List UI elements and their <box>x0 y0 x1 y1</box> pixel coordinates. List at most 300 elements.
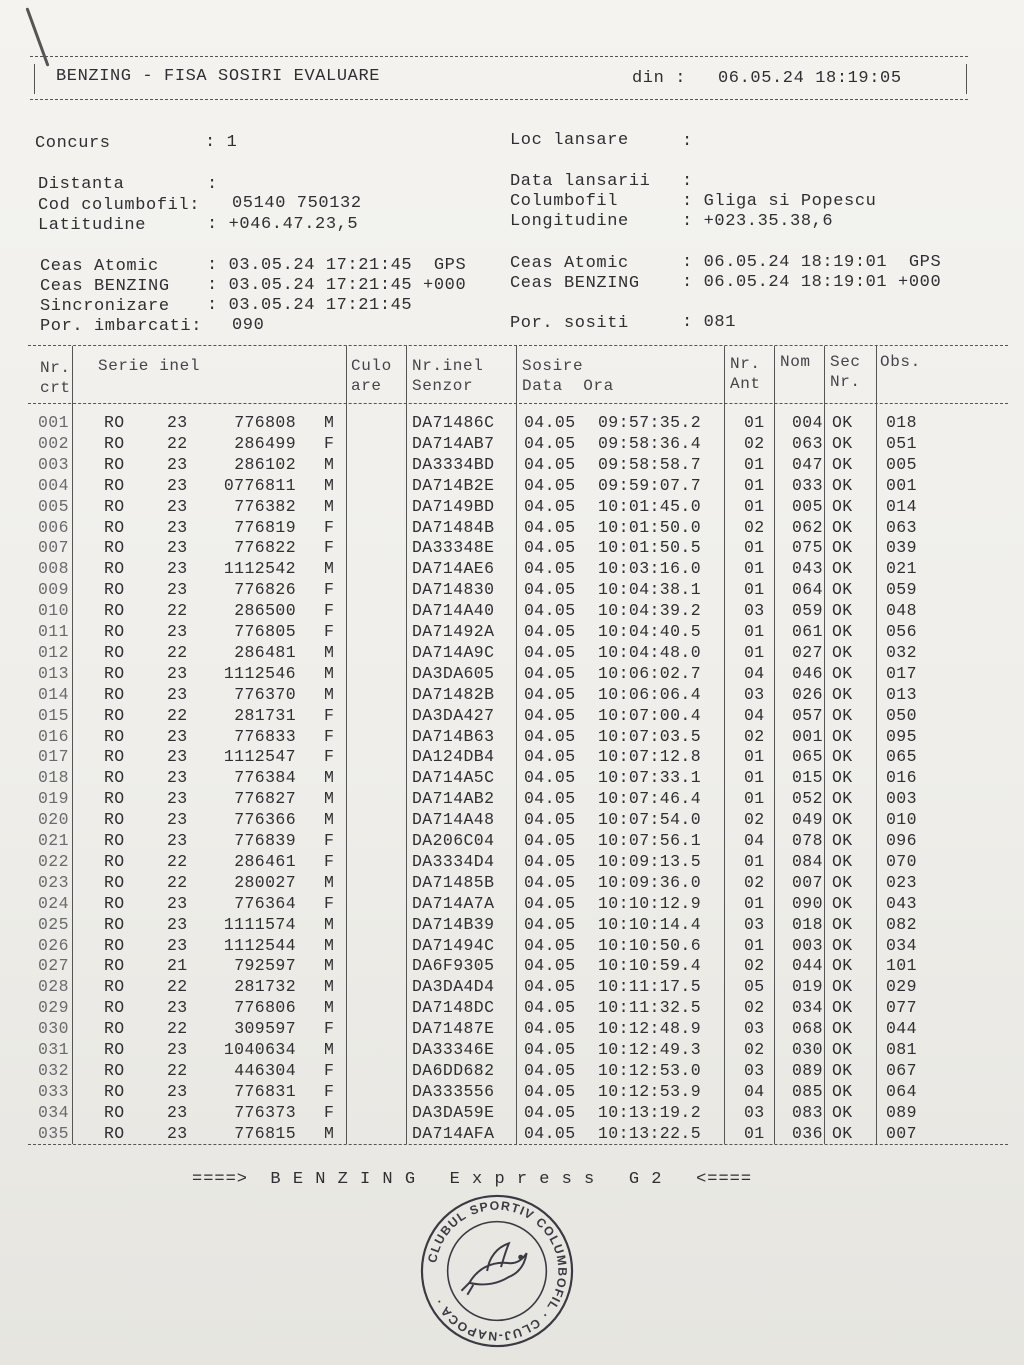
ring-number-cell: 286499 <box>234 433 296 453</box>
obs-value-cell: 005 <box>886 454 917 474</box>
nr-crt-cell: 030 <box>38 1019 69 1039</box>
country-code-cell: RO <box>104 1123 125 1143</box>
obs-value-cell: 056 <box>886 622 917 641</box>
ring-year-cell: 23 <box>167 1081 188 1101</box>
antenna-nr-cell: 04 <box>744 1081 765 1101</box>
ring-number-cell: 776806 <box>234 998 296 1018</box>
ring-year-cell: 23 <box>167 663 188 683</box>
arrival-time-cell: 10:04:38.1 <box>598 580 702 600</box>
antenna-nr-cell: 01 <box>744 893 765 913</box>
antenna-nr-cell: 01 <box>744 413 765 432</box>
nr-crt-cell: 007 <box>38 538 69 558</box>
sensor-ring-cell: DA33346E <box>412 1040 495 1059</box>
table-row <box>28 727 1008 748</box>
sex-cell: M <box>324 559 335 579</box>
ring-year-cell: 23 <box>167 559 188 579</box>
antenna-nr-cell: 03 <box>744 1019 765 1039</box>
obs-value-cell: 029 <box>886 977 917 997</box>
sex-cell: M <box>324 454 335 474</box>
sensor-ring-cell: DA71494C <box>412 935 495 955</box>
sec-status-cell: OK <box>832 1040 853 1059</box>
club-stamp <box>418 1192 576 1350</box>
ring-number-cell: 776373 <box>234 1102 296 1122</box>
por-imbarcati-value: 090 <box>232 316 265 335</box>
arrival-time-cell: 10:11:17.5 <box>598 977 702 997</box>
sensor-ring-cell: DA714B63 <box>412 726 495 746</box>
sensor-ring-cell: DA714AE6 <box>412 559 495 579</box>
sex-cell: F <box>324 1081 335 1101</box>
arrival-date-cell: 04.05 <box>524 538 576 558</box>
pencil-mark <box>25 7 49 66</box>
antenna-nr-cell: 01 <box>744 454 765 474</box>
ring-year-cell: 22 <box>167 705 188 725</box>
nom-value-cell: 068 <box>792 1019 823 1039</box>
arrival-time-cell: 10:06:06.4 <box>598 684 702 704</box>
table-row <box>28 936 1008 957</box>
country-code-cell: RO <box>104 1019 125 1039</box>
sec-status-cell: OK <box>832 1123 853 1143</box>
sec-status-cell: OK <box>832 496 853 516</box>
nom-value-cell: 043 <box>792 559 823 579</box>
din-label: din : <box>632 69 687 88</box>
ring-number-cell: 286461 <box>234 851 296 871</box>
obs-value-cell: 023 <box>886 872 917 892</box>
sensor-ring-cell: DA3DA427 <box>412 705 495 725</box>
ring-year-cell: 23 <box>167 1040 188 1059</box>
obs-value-cell: 082 <box>886 914 917 934</box>
antenna-nr-cell: 01 <box>744 768 765 788</box>
arrival-date-cell: 04.05 <box>524 935 576 955</box>
nr-crt-cell: 019 <box>38 789 69 809</box>
sensor-ring-cell: DA714A7A <box>412 893 495 913</box>
cod-columbofil-value: 05140 750132 <box>232 194 362 213</box>
nr-crt-cell: 023 <box>38 872 69 892</box>
sensor-ring-cell: DA714AFA <box>412 1123 495 1143</box>
arrival-time-cell: 10:06:02.7 <box>598 663 702 683</box>
arrival-date-cell: 04.05 <box>524 580 576 600</box>
sex-cell: M <box>324 413 335 432</box>
arrival-date-cell: 04.05 <box>524 1060 576 1080</box>
arrival-date-cell: 04.05 <box>524 705 576 725</box>
nom-value-cell: 036 <box>792 1123 823 1143</box>
ring-year-cell: 22 <box>167 433 188 453</box>
ring-year-cell: 23 <box>167 726 188 746</box>
nom-value-cell: 075 <box>792 538 823 558</box>
nr-crt-cell: 008 <box>38 559 69 579</box>
arrival-time-cell: 10:07:46.4 <box>598 789 702 809</box>
obs-value-cell: 007 <box>886 1123 917 1143</box>
arrival-time-cell: 09:58:36.4 <box>598 433 702 453</box>
table-row <box>28 1019 1008 1040</box>
din-value: 06.05.24 18:19:05 <box>718 69 902 88</box>
nr-crt-cell: 032 <box>38 1060 69 1080</box>
arrival-time-cell: 10:07:00.4 <box>598 705 702 725</box>
ring-year-cell: 23 <box>167 810 188 830</box>
sex-cell: M <box>324 956 335 976</box>
ring-number-cell: 446304 <box>234 1060 296 1080</box>
sex-cell: M <box>324 872 335 892</box>
nr-crt-cell: 006 <box>38 517 69 537</box>
sex-cell: M <box>324 768 335 788</box>
header-right-border <box>966 64 967 94</box>
country-code-cell: RO <box>104 1102 125 1122</box>
ring-number-cell: 776833 <box>234 726 296 746</box>
arrival-date-cell: 04.05 <box>524 1123 576 1143</box>
sec-status-cell: OK <box>832 1060 853 1080</box>
nr-crt-cell: 012 <box>38 642 69 662</box>
arrival-time-cell: 10:07:03.5 <box>598 726 702 746</box>
antenna-nr-cell: 01 <box>744 935 765 955</box>
antenna-nr-cell: 01 <box>744 851 765 871</box>
sec-status-cell: OK <box>832 1102 853 1122</box>
sec-status-cell: OK <box>832 622 853 641</box>
distanta-label: Distanta <box>38 175 125 194</box>
sec-status-cell: OK <box>832 454 853 474</box>
antenna-nr-cell: 03 <box>744 601 765 621</box>
distanta-value: : <box>207 175 218 194</box>
obs-value-cell: 101 <box>886 956 917 976</box>
sex-cell: M <box>324 663 335 683</box>
ceas-benzing-launch-label: Ceas BENZING <box>40 277 170 296</box>
nom-value-cell: 047 <box>792 454 823 474</box>
ring-number-cell: 776370 <box>234 684 296 704</box>
sex-cell: F <box>324 517 335 537</box>
ring-number-cell: 776839 <box>234 831 296 850</box>
ring-number-cell: 776826 <box>234 580 296 600</box>
ring-number-cell: 1112546 <box>223 663 296 683</box>
latitudine-label: Latitudine <box>38 216 147 235</box>
ring-year-cell: 22 <box>167 601 188 621</box>
table-row <box>28 768 1008 789</box>
ring-year-cell: 23 <box>167 538 188 558</box>
sex-cell: M <box>324 998 335 1018</box>
obs-value-cell: 077 <box>886 998 917 1018</box>
antenna-nr-cell: 04 <box>744 831 765 850</box>
nom-value-cell: 019 <box>792 977 823 997</box>
sensor-ring-cell: DA7148DC <box>412 998 495 1018</box>
nr-crt-cell: 018 <box>38 768 69 788</box>
arrival-time-cell: 10:10:59.4 <box>598 956 702 976</box>
data-lansarii-value: : <box>682 172 693 191</box>
sec-status-cell: OK <box>832 998 853 1018</box>
obs-value-cell: 016 <box>886 768 917 788</box>
obs-value-cell: 048 <box>886 601 917 621</box>
nr-crt-cell: 033 <box>38 1081 69 1101</box>
obs-value-cell: 067 <box>886 1060 917 1080</box>
longitudine-label: Longitudine <box>510 212 629 231</box>
country-code-cell: RO <box>104 747 125 767</box>
ceas-atomic-launch-label: Ceas Atomic <box>40 257 159 276</box>
nom-value-cell: 007 <box>792 872 823 892</box>
nom-value-cell: 063 <box>792 433 823 453</box>
sex-cell: M <box>324 914 335 934</box>
sex-cell: M <box>324 789 335 809</box>
nr-crt-cell: 034 <box>38 1102 69 1122</box>
sensor-ring-cell: DA6DD682 <box>412 1060 495 1080</box>
obs-value-cell: 014 <box>886 496 917 516</box>
nom-value-cell: 018 <box>792 914 823 934</box>
sec-status-cell: OK <box>832 1081 853 1101</box>
sec-status-cell: OK <box>832 789 853 809</box>
arrival-time-cell: 10:10:14.4 <box>598 914 702 934</box>
sex-cell: F <box>324 538 335 558</box>
country-code-cell: RO <box>104 998 125 1018</box>
country-code-cell: RO <box>104 517 125 537</box>
antenna-nr-cell: 03 <box>744 1102 765 1122</box>
ring-year-cell: 23 <box>167 475 188 495</box>
obs-value-cell: 034 <box>886 935 917 955</box>
col-culoare-header: Culo are <box>351 357 392 395</box>
ring-year-cell: 23 <box>167 454 188 474</box>
obs-value-cell: 017 <box>886 663 917 683</box>
ring-number-cell: 1111574 <box>223 914 296 934</box>
arrival-time-cell: 10:12:53.9 <box>598 1081 702 1101</box>
obs-value-cell: 010 <box>886 810 917 830</box>
sex-cell: F <box>324 622 335 641</box>
ring-year-cell: 23 <box>167 831 188 850</box>
arrival-date-cell: 04.05 <box>524 726 576 746</box>
data-lansarii-label: Data lansarii <box>510 172 651 191</box>
obs-value-cell: 096 <box>886 831 917 850</box>
nom-value-cell: 015 <box>792 768 823 788</box>
ring-number-cell: 281732 <box>234 977 296 997</box>
nr-crt-cell: 029 <box>38 998 69 1018</box>
antenna-nr-cell: 02 <box>744 433 765 453</box>
nom-value-cell: 090 <box>792 893 823 913</box>
country-code-cell: RO <box>104 935 125 955</box>
ring-year-cell: 23 <box>167 789 188 809</box>
antenna-nr-cell: 01 <box>744 475 765 495</box>
sex-cell: M <box>324 977 335 997</box>
ceas-benzing-launch-value: : 03.05.24 17:21:45 +000 <box>207 276 467 295</box>
antenna-nr-cell: 02 <box>744 517 765 537</box>
nom-value-cell: 089 <box>792 1060 823 1080</box>
sec-status-cell: OK <box>832 413 853 432</box>
sec-status-cell: OK <box>832 433 853 453</box>
sensor-ring-cell: DA71482B <box>412 684 495 704</box>
table-header-rule <box>28 403 1008 404</box>
ring-year-cell: 23 <box>167 998 188 1018</box>
obs-value-cell: 051 <box>886 433 917 453</box>
antenna-nr-cell: 01 <box>744 496 765 516</box>
ring-year-cell: 22 <box>167 642 188 662</box>
nom-value-cell: 065 <box>792 747 823 767</box>
country-code-cell: RO <box>104 433 125 453</box>
nom-value-cell: 062 <box>792 517 823 537</box>
antenna-nr-cell: 04 <box>744 663 765 683</box>
col-nom-header: Nom <box>780 353 811 371</box>
arrival-date-cell: 04.05 <box>524 872 576 892</box>
ring-year-cell: 23 <box>167 622 188 641</box>
arrival-time-cell: 10:04:48.0 <box>598 642 702 662</box>
antenna-nr-cell: 01 <box>744 747 765 767</box>
table-row <box>28 831 1008 852</box>
nr-crt-cell: 024 <box>38 893 69 913</box>
country-code-cell: RO <box>104 831 125 850</box>
sincronizare-label: Sincronizare <box>40 297 170 316</box>
nom-value-cell: 059 <box>792 601 823 621</box>
table-row <box>28 1103 1008 1124</box>
table-row <box>28 664 1008 685</box>
table-row <box>28 810 1008 831</box>
sec-status-cell: OK <box>832 517 853 537</box>
country-code-cell: RO <box>104 496 125 516</box>
columbofil-label: Columbofil <box>510 192 619 211</box>
arrival-time-cell: 10:01:45.0 <box>598 496 702 516</box>
nr-crt-cell: 025 <box>38 914 69 934</box>
ring-number-cell: 792597 <box>234 956 296 976</box>
nom-value-cell: 044 <box>792 956 823 976</box>
nom-value-cell: 057 <box>792 705 823 725</box>
sensor-ring-cell: DA7149BD <box>412 496 495 516</box>
antenna-nr-cell: 01 <box>744 642 765 662</box>
antenna-nr-cell: 02 <box>744 1040 765 1059</box>
nom-value-cell: 061 <box>792 622 823 641</box>
arrival-time-cell: 10:01:50.5 <box>598 538 702 558</box>
table-row <box>28 559 1008 580</box>
ring-year-cell: 21 <box>167 956 188 976</box>
arrival-time-cell: 09:58:58.7 <box>598 454 702 474</box>
sec-status-cell: OK <box>832 705 853 725</box>
arrival-date-cell: 04.05 <box>524 642 576 662</box>
sensor-ring-cell: DA3DA605 <box>412 663 495 683</box>
country-code-cell: RO <box>104 789 125 809</box>
arrival-date-cell: 04.05 <box>524 747 576 767</box>
ring-year-cell: 22 <box>167 1060 188 1080</box>
sex-cell: F <box>324 601 335 621</box>
sec-status-cell: OK <box>832 935 853 955</box>
sensor-ring-cell: DA124DB4 <box>412 747 495 767</box>
nom-value-cell: 005 <box>792 496 823 516</box>
arrival-date-cell: 04.05 <box>524 1081 576 1101</box>
table-row <box>28 977 1008 998</box>
antenna-nr-cell: 01 <box>744 559 765 579</box>
country-code-cell: RO <box>104 642 125 662</box>
country-code-cell: RO <box>104 956 125 976</box>
arrival-time-cell: 10:03:16.0 <box>598 559 702 579</box>
country-code-cell: RO <box>104 1081 125 1101</box>
country-code-cell: RO <box>104 977 125 997</box>
sec-status-cell: OK <box>832 663 853 683</box>
col-senzor-header: Nr.inel Senzor <box>412 357 484 395</box>
nom-value-cell: 004 <box>792 413 823 432</box>
obs-value-cell: 013 <box>886 684 917 704</box>
country-code-cell: RO <box>104 538 125 558</box>
nr-crt-cell: 005 <box>38 496 69 516</box>
por-sositi-label: Por. sositi <box>510 314 629 333</box>
sex-cell: F <box>324 1102 335 1122</box>
arrival-time-cell: 10:13:19.2 <box>598 1102 702 1122</box>
ceas-atomic-launch-value: : 03.05.24 17:21:45 GPS <box>207 256 467 275</box>
sensor-ring-cell: DA71485B <box>412 872 495 892</box>
sensor-ring-cell: DA3DA4D4 <box>412 977 495 997</box>
obs-value-cell: 043 <box>886 893 917 913</box>
header-top-border <box>30 56 968 57</box>
ring-number-cell: 776822 <box>234 538 296 558</box>
antenna-nr-cell: 02 <box>744 810 765 830</box>
sensor-ring-cell: DA714A40 <box>412 601 495 621</box>
sensor-ring-cell: DA3334BD <box>412 454 495 474</box>
sensor-ring-cell: DA71484B <box>412 517 495 537</box>
arrival-date-cell: 04.05 <box>524 663 576 683</box>
arrival-time-cell: 10:10:12.9 <box>598 893 702 913</box>
arrival-date-cell: 04.05 <box>524 413 576 432</box>
arrival-date-cell: 04.05 <box>524 1040 576 1059</box>
sex-cell: F <box>324 580 335 600</box>
arrival-date-cell: 04.05 <box>524 789 576 809</box>
col-nr-header: Nr. crt <box>40 359 71 397</box>
sensor-ring-cell: DA714A9C <box>412 642 495 662</box>
sex-cell: F <box>324 851 335 871</box>
sec-status-cell: OK <box>832 684 853 704</box>
antenna-nr-cell: 02 <box>744 998 765 1018</box>
table-row <box>28 747 1008 768</box>
arrival-time-cell: 10:07:56.1 <box>598 831 702 850</box>
ring-number-cell: 309597 <box>234 1019 296 1039</box>
country-code-cell: RO <box>104 454 125 474</box>
sec-status-cell: OK <box>832 601 853 621</box>
sec-status-cell: OK <box>832 893 853 913</box>
arrival-date-cell: 04.05 <box>524 810 576 830</box>
nr-crt-cell: 016 <box>38 726 69 746</box>
ring-number-cell: 0776811 <box>223 475 296 495</box>
sex-cell: F <box>324 705 335 725</box>
table-row <box>28 622 1008 643</box>
antenna-nr-cell: 01 <box>744 538 765 558</box>
sensor-ring-cell: DA714AB2 <box>412 789 495 809</box>
nom-value-cell: 034 <box>792 998 823 1018</box>
table-row <box>28 601 1008 622</box>
nr-crt-cell: 020 <box>38 810 69 830</box>
ring-number-cell: 280027 <box>234 872 296 892</box>
ring-year-cell: 23 <box>167 747 188 767</box>
country-code-cell: RO <box>104 914 125 934</box>
header-bottom-border <box>30 99 968 100</box>
ring-year-cell: 23 <box>167 768 188 788</box>
nom-value-cell: 046 <box>792 663 823 683</box>
table-row <box>28 643 1008 664</box>
ring-number-cell: 776366 <box>234 810 296 830</box>
header-left-border <box>34 64 35 94</box>
col-obs-header: Obs. <box>880 353 921 371</box>
concurs-label: Concurs <box>35 134 111 153</box>
arrival-time-cell: 10:11:32.5 <box>598 998 702 1018</box>
table-row <box>28 518 1008 539</box>
ring-number-cell: 776364 <box>234 893 296 913</box>
ceas-benzing-arrival-value: : 06.05.24 18:19:01 +000 <box>682 273 942 292</box>
country-code-cell: RO <box>104 1060 125 1080</box>
ring-year-cell: 22 <box>167 851 188 871</box>
ring-number-cell: 286500 <box>234 601 296 621</box>
table-row <box>28 998 1008 1019</box>
antenna-nr-cell: 01 <box>744 789 765 809</box>
arrival-date-cell: 04.05 <box>524 559 576 579</box>
nom-value-cell: 027 <box>792 642 823 662</box>
nom-value-cell: 078 <box>792 831 823 850</box>
ceas-atomic-arrival-label: Ceas Atomic <box>510 254 629 273</box>
ring-number-cell: 776815 <box>234 1123 296 1143</box>
ring-number-cell: 776808 <box>234 413 296 432</box>
col-serie-header: Serie inel <box>98 357 201 375</box>
country-code-cell: RO <box>104 810 125 830</box>
ring-number-cell: 776805 <box>234 622 296 641</box>
arrival-date-cell: 04.05 <box>524 496 576 516</box>
antenna-nr-cell: 02 <box>744 726 765 746</box>
antenna-nr-cell: 02 <box>744 872 765 892</box>
antenna-nr-cell: 04 <box>744 705 765 725</box>
country-code-cell: RO <box>104 684 125 704</box>
nr-crt-cell: 003 <box>38 454 69 474</box>
